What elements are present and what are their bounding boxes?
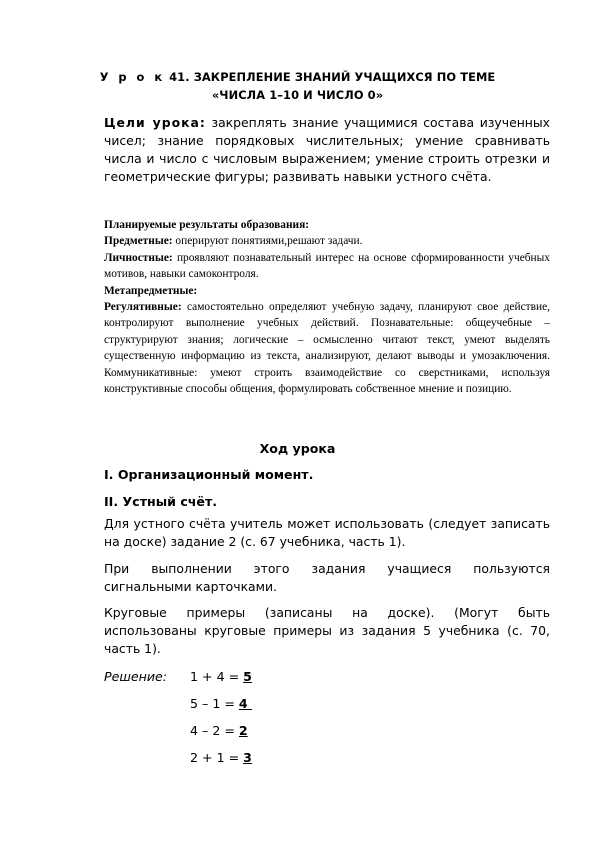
planned-results [104, 217, 550, 397]
results-heading [104, 217, 550, 233]
paragraph-signal-cards: При выполнении этого задания учащиеся пользуются сигнальными карточками. [104, 561, 550, 594]
lesson-title [60, 68, 535, 104]
subject-label: Предметные: [104, 235, 173, 248]
lesson-title-line1 [60, 68, 535, 86]
paragraph-task2: Для устного счёта учитель может использовать (следует записать на доске) задание 2 (с. 67 учебника, часть 1). [104, 516, 550, 549]
results-heading-text: Планируемые результаты образования: [104, 219, 310, 231]
example-expr: 4 – 2 = [190, 723, 239, 738]
regulatory-results [104, 299, 550, 397]
example-answer: 3 [243, 750, 252, 765]
section-oral-count: II. Устный счёт. [104, 494, 218, 509]
paragraph-circular-examples: Круговые примеры (записаны на доске). (Могут быть использованы круговые примеры из задания 5 учебника (с. 70, часть 1). [104, 605, 550, 656]
subject-text: оперируют понятиями,решают задачи. [172, 235, 363, 248]
goals-label: Цели урока: [104, 115, 206, 130]
example-expr: 5 – 1 = [190, 696, 239, 711]
meta-label: Метапредметные: [104, 284, 198, 297]
example-4 [190, 749, 252, 767]
personal-label: Личностные: [104, 251, 173, 264]
example-expr: 1 + 4 = [190, 669, 244, 684]
personal-text: проявляют познавательный интерес на основе сформированности учебных мотивов, навыки самоконтроля. [104, 251, 550, 281]
example-3 [190, 722, 248, 740]
example-answer: 2 [238, 723, 248, 738]
lesson-word: У р о к [99, 70, 166, 84]
personal-results [104, 250, 550, 283]
solution-label: Решение: [104, 669, 168, 684]
course-title: Ход урока [259, 441, 336, 456]
lesson-title-line2: «ЧИСЛА 1–10 И ЧИСЛО 0» [211, 88, 384, 102]
lesson-goals [104, 114, 550, 186]
example-answer: 5 [243, 669, 252, 684]
lesson-title-topic: 41. ЗАКРЕПЛЕНИЕ ЗНАНИЙ УЧАЩИХСЯ ПО ТЕМЕ [165, 70, 496, 84]
example-expr: 2 + 1 = [190, 750, 244, 765]
example-answer: 4 [238, 696, 253, 711]
example-2 [190, 695, 252, 713]
regulatory-label: Регулятивные: [104, 301, 182, 314]
section-org-moment: I. Организационный момент. [104, 467, 314, 482]
goals-text: закреплять знание учащимися состава изученных чисел; знание порядковых числительных; умение сравнивать числа и число с числовым выражением; умение строить отрезки и геометрические фигуры; развивать навыки устного счёта. [104, 115, 551, 184]
meta-results [104, 283, 550, 299]
regulatory-text: самостоятельно определяют учебную задачу, планируют свое действие, контролируют выполнение учебных действий. Познавательные: общеучебные – структурируют знания; логические – осмысленно читают текст, умеют выделять существенную информацию из текста, анализируют, делают выводы и умозаключения. Коммуникативные: умеют строить взаимодействие со сверстниками, используя конструктивные способы общения, формулировать собственное мнение и позицию. [104, 301, 550, 396]
example-1 [190, 668, 252, 686]
subject-results [104, 233, 550, 249]
